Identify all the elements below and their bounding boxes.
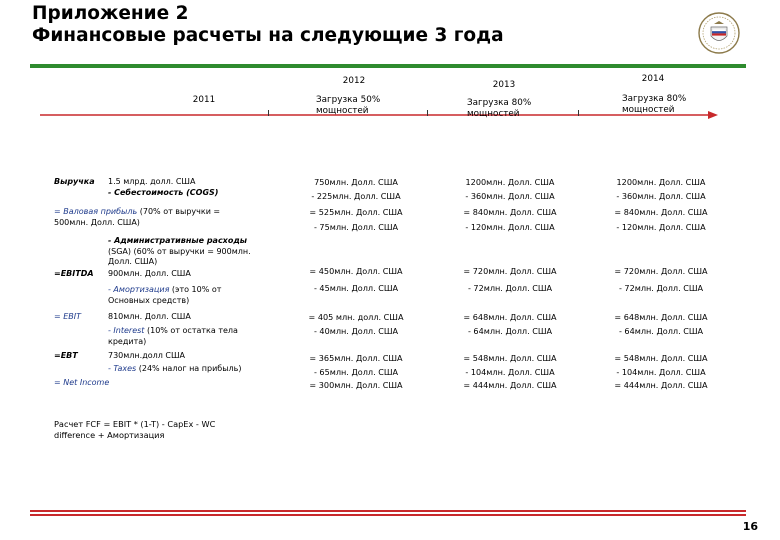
value-2013-amortization: - 72млн. Долл. США [467, 283, 553, 293]
fcf-formula: Расчет FCF = EBIT * (1-T) - CapEx - WC difference + Амортизация [54, 419, 216, 440]
page-subtitle: Финансовые расчеты на следующие 3 года [32, 25, 504, 46]
label-interest-note: (10% от остатка тела кредита) [108, 326, 238, 346]
value-2014-gross: = 840млн. Долл. США [614, 207, 708, 217]
value-2013-gross: = 840млн. Долл. США [463, 207, 557, 217]
value-2012-interest: - 40млн. Долл. США [313, 326, 399, 336]
label-taxes-note: (24% налог на прибыль) [136, 364, 242, 373]
timeline-phase-2013: Загрузка 80% мощностей [467, 98, 532, 119]
label-gross-profit-term: = Валовая прибыль [54, 207, 138, 216]
value-2012-amortization: - 45млн. Долл. США [313, 283, 399, 293]
label-ebitda: =EBITDA [54, 269, 94, 278]
timeline-phase-2014: Загрузка 80% мощностей [622, 94, 687, 115]
label-amortization-note: (это 10% от Основных средств) [108, 285, 222, 305]
value-2014-amortization: - 72млн. Долл. США [618, 283, 704, 293]
value-2012-taxes: - 65млн. Долл. США [313, 367, 399, 377]
value-2012-sga: - 75млн. Долл. США [313, 222, 399, 232]
label-amortization [108, 285, 258, 306]
value-2013-ebitda: = 720млн. Долл. США [463, 266, 557, 276]
value-2012-net-income: = 300млн. Долл. США [309, 380, 403, 390]
value-2014-sga: - 120млн. Долл. США [616, 222, 706, 232]
value-2012-cogs: - 225млн. Долл. США [311, 191, 401, 201]
timeline-tick [427, 110, 428, 116]
label-amortization-term: - Амортизация [108, 285, 170, 294]
value-2013-ebit: = 648млн. Долл. США [463, 312, 557, 322]
label-cogs: - Себестоимость (COGS) [108, 188, 219, 197]
value-2013-taxes: - 104млн. Долл. США [465, 367, 555, 377]
label-interest [108, 326, 268, 347]
timeline-year-2012: 2012 [342, 76, 366, 86]
label-revenue: Выручка [54, 177, 95, 186]
value-2011-ebit: 810млн. Долл. США [108, 312, 191, 321]
value-2014-interest: - 64млн. Долл. США [618, 326, 704, 336]
value-2012-gross: = 525млн. Долл. США [309, 207, 403, 217]
value-2012-revenue: 750млн. Долл. США [314, 177, 398, 187]
label-ebt: =EBT [54, 351, 78, 360]
value-2012-ebitda: = 450млн. Долл. США [309, 266, 403, 276]
value-2013-cogs: - 360млн. Долл. США [465, 191, 555, 201]
label-gross-profit-note: (70% от выручки = 500млн. Долл. США) [54, 207, 221, 227]
value-2014-net-income: = 444млн. Долл. США [614, 380, 708, 390]
timeline-year-2011: 2011 [192, 95, 216, 105]
page-title: Приложение 2 [32, 3, 189, 24]
value-2014-cogs: - 360млн. Долл. США [616, 191, 706, 201]
value-2012-ebt: = 365млн. Долл. США [309, 353, 403, 363]
value-2011-ebitda: 900млн. Долл. США [108, 269, 191, 278]
value-2012-ebit: = 405 млн. долл. США [308, 312, 404, 322]
label-ebit: = EBIT [54, 312, 82, 321]
value-2014-ebitda: = 720млн. Долл. США [614, 266, 708, 276]
label-sga-term: - Административные расходы [108, 236, 248, 245]
value-2013-net-income: = 444млн. Долл. США [463, 380, 557, 390]
label-sga-note: (SGA) (60% от выручки = 900млн. Долл. США) [108, 246, 251, 266]
footer-line [30, 514, 746, 516]
label-sga [108, 236, 268, 268]
value-2013-interest: - 64млн. Долл. США [467, 326, 553, 336]
timeline-year-2013: 2013 [492, 80, 516, 90]
value-2011-revenue: 1.5 млрд. долл. США [108, 177, 196, 186]
label-taxes-term: - Taxes [108, 364, 137, 373]
value-2014-ebit: = 648млн. Долл. США [614, 312, 708, 322]
label-net-income: = Net Income [54, 378, 110, 387]
footer-line [30, 510, 746, 512]
timeline-tick [268, 110, 269, 116]
timeline-year-2014: 2014 [641, 74, 665, 84]
value-2013-ebt: = 548млн. Долл. США [463, 353, 557, 363]
timeline-tick [578, 110, 579, 116]
value-2014-revenue: 1200млн. Долл. США [616, 177, 706, 187]
label-gross-profit [54, 207, 254, 228]
page-number: 16 [742, 520, 758, 533]
label-interest-term: - Interest [108, 326, 145, 335]
title-divider [30, 64, 746, 68]
university-emblem-icon [697, 10, 741, 56]
value-2014-taxes: - 104млн. Долл. США [616, 367, 706, 377]
value-2013-revenue: 1200млн. Долл. США [465, 177, 555, 187]
value-2014-ebt: = 548млн. Долл. США [614, 353, 708, 363]
value-2013-sga: - 120млн. Долл. США [465, 222, 555, 232]
timeline-phase-2012: Загрузка 50% мощностей [316, 95, 381, 116]
label-taxes [108, 364, 241, 375]
value-2011-ebt: 730млн.долл США [108, 351, 185, 360]
